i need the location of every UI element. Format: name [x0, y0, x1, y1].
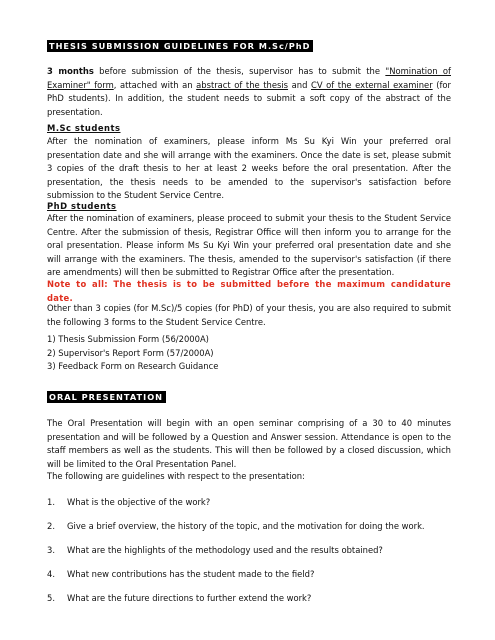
msc-students-heading: M.Sc students [47, 123, 121, 133]
form-item: 3) Feedback Form on Research Guidance [47, 361, 219, 372]
form-item: 2) Supervisor's Report Form (57/2000A) [47, 347, 214, 358]
phd-students-heading: PhD students [47, 201, 117, 211]
cv-examiner-link[interactable]: CV of the external examiner [310, 79, 433, 90]
question-text: What are the highlights of the methodology used and the results obtained? [67, 545, 383, 555]
msc-students-text: After the nomination of examiners, please inform Ms Su Kyi Win your preferred oral presentation date and she will arrange with the examiners. Once the date is set, please submit 3 copies of the draft thesis to her at least 2 weeks before the oral presentation. After the presentation, the thesis needs to be amended to the supervisor's satisfaction before submission to the Student Service Centre. [47, 136, 451, 201]
question-number: 1. [47, 497, 55, 507]
intro-text-4: (for PhD students). In addition, the student needs to submit a soft copy of the abstract of the presentation. [47, 79, 452, 117]
question-text: What are the future directions to further extend the work? [67, 593, 312, 603]
phd-students-text: After the nomination of examiners, please proceed to submit your thesis to the Student Service Centre. After the submission of thesis, Registrar Office will then inform you to arrange for the oral presentation. Please inform Ms Su Kyi Win your preferred oral presentation date and she will arrange with the examiners. The thesis, amended to the supervisor's satisfaction (if there are amendments) will then be submitted to Registrar Office after the presentation. [47, 213, 451, 278]
three-months-lead: 3 months [47, 66, 94, 76]
oral-intro-text: The Oral Presentation will begin with an open seminar comprising of a 30 to 40 minutes presentation and will be followed by a Question and Answer session. Attendance is open to the staff members as well as the students. This will then be followed by a closed discussion, which will be limited to the Oral Presentation Panel. [47, 418, 451, 469]
intro-text-3: and [288, 79, 311, 90]
question-number: 5. [47, 593, 55, 603]
guidelines-intro: The following are guidelines with respect to the presentation: [47, 471, 305, 481]
forms-list [47, 333, 451, 374]
thesis-guidelines-heading: THESIS SUBMISSION GUIDELINES FOR M.Sc/PhD [47, 40, 313, 52]
intro-text-2: , attached with an [113, 79, 197, 90]
candidature-note: Note to all: The thesis is to be submitted before the maximum candidature date. [47, 279, 451, 303]
intro-text-1: before submission of the thesis, supervisor has to submit the [93, 66, 386, 76]
list-item [47, 520, 451, 534]
list-item [47, 568, 451, 582]
copies-text: Other than 3 copies (for M.Sc)/5 copies (for PhD) of your thesis, you are also required to submit the following 3 forms to the Student Service Centre. [47, 303, 451, 327]
list-item [47, 496, 451, 510]
form-item: 1) Thesis Submission Form (56/2000A) [47, 334, 209, 344]
question-number: 4. [47, 569, 55, 579]
question-number: 2. [47, 521, 55, 531]
list-item [47, 544, 451, 558]
list-item [47, 592, 451, 606]
abstract-link[interactable]: abstract of the thesis [196, 79, 289, 90]
thesis-intro-paragraph [47, 65, 451, 119]
nomination-form-link[interactable]: "Nomination of Examiner" form [47, 66, 451, 90]
question-text: What new contributions has the student made to the field? [67, 569, 315, 579]
question-text: What is the objective of the work? [67, 497, 211, 507]
oral-presentation-heading: ORAL PRESENTATION [47, 391, 166, 403]
question-text: Give a brief overview, the history of the topic, and the motivation for doing the work. [67, 521, 425, 531]
question-number: 3. [47, 545, 55, 555]
